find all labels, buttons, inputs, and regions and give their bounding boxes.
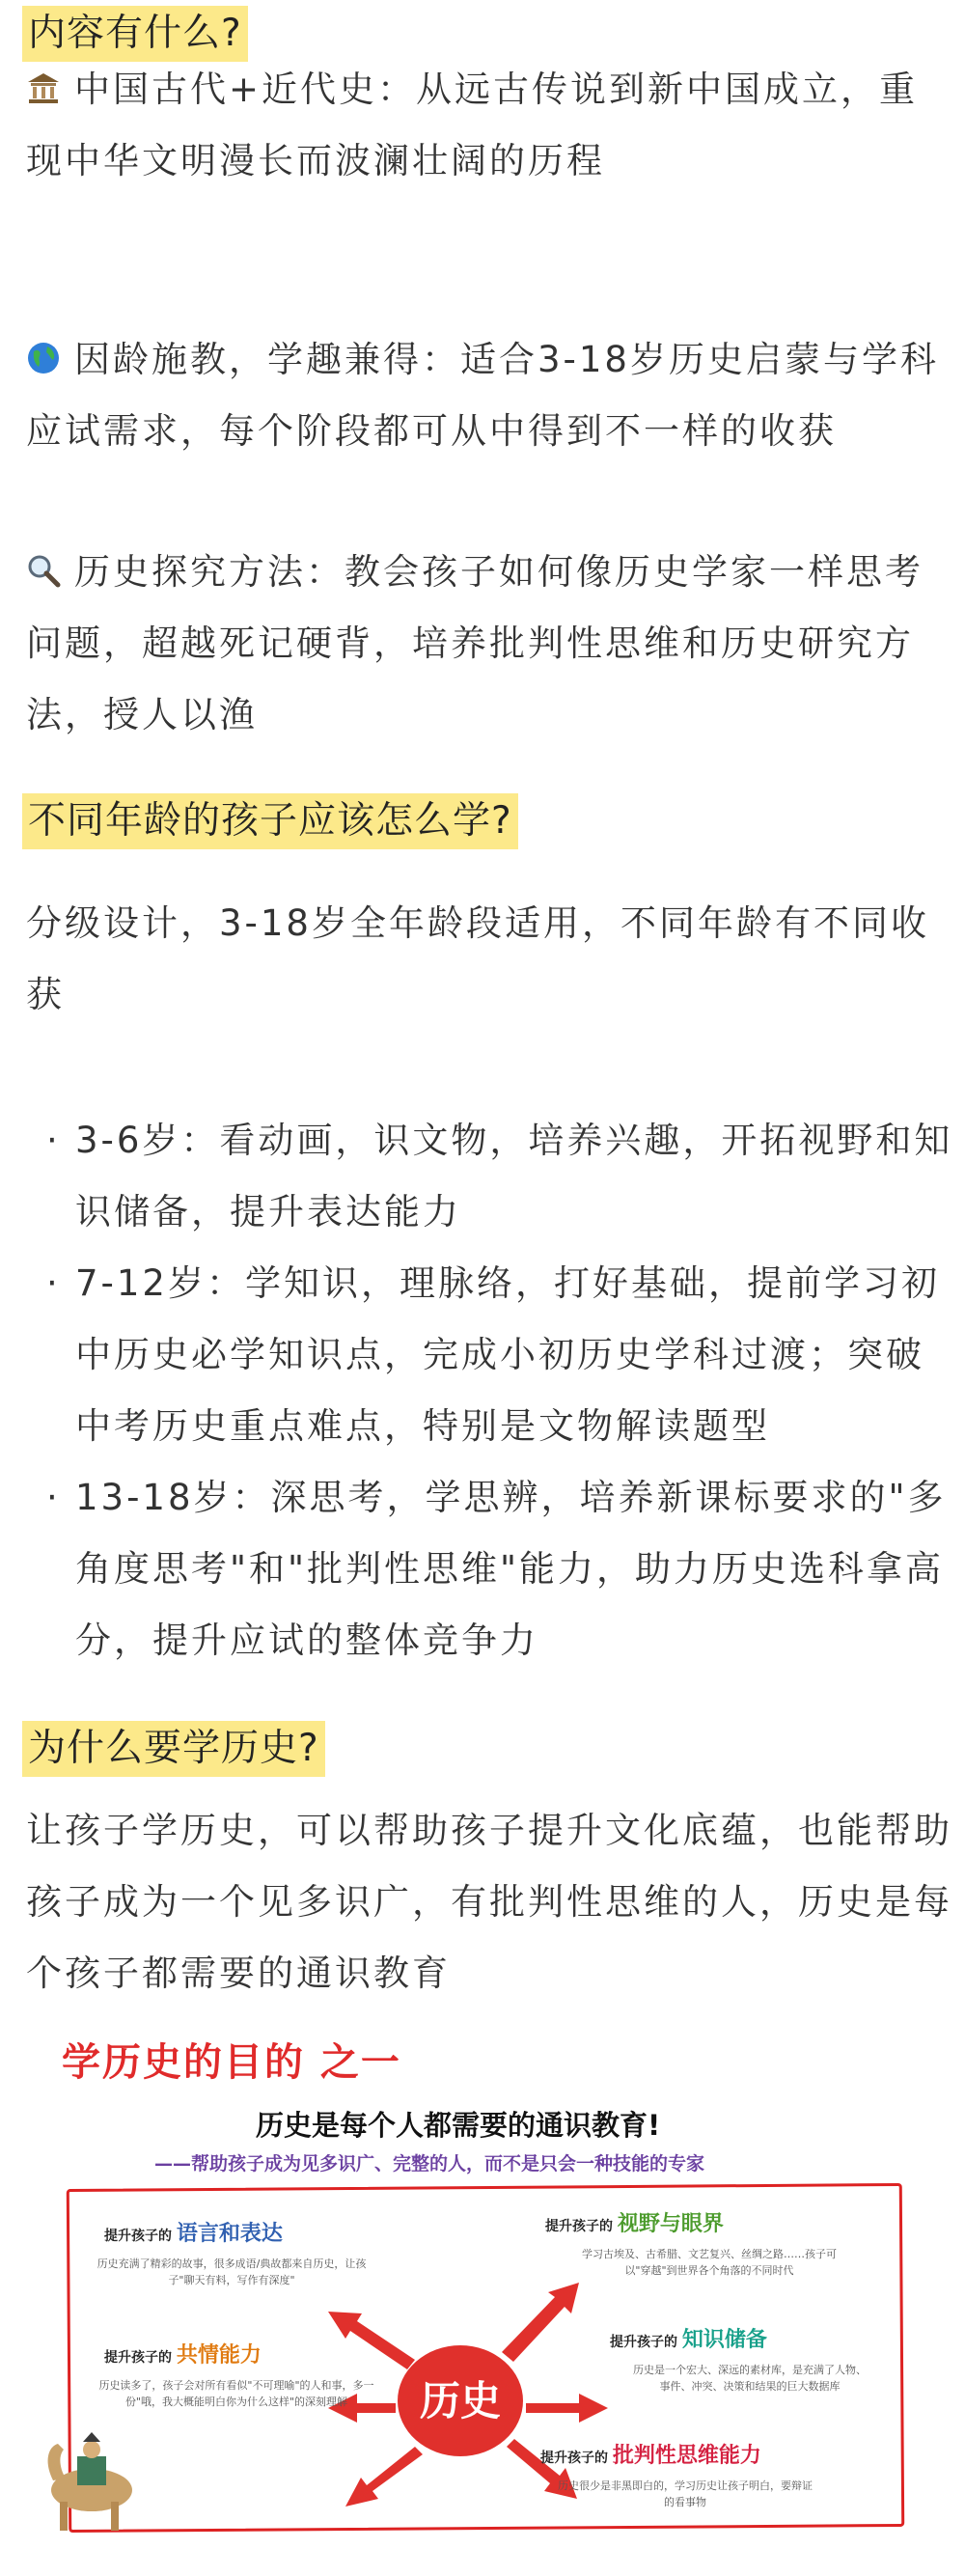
list-item: · 3-6岁：看动画，识文物，培养兴趣，开拓视野和知识储备，提升表达能力 [46,1120,953,1233]
content-item-text: 历史探究方法：教会孩子如何像历史学家一样思考问题，超越死记硬背，培养批判性思维和历史研究方法，授人以渔 [26,551,924,735]
list-item: · 13-18岁：深思考，学思辨，培养新课标要求的"多角度思考"和"批判性思维"能力，助力历史选科拿高分，提升应试的整体竞争力 [46,1477,947,1661]
skill-vision-desc: 学习古埃及、古希腊、文艺复兴、丝绸之路……孩子可以"穿越"到世界各个角落的不同时代 [582,2248,837,2277]
why-text: 让孩子学历史，可以帮助孩子提升文化底蕴，也能帮助孩子成为一个见多识广，有批判性思维的人，历史是每个孩子都需要的通识教育 [26,1810,952,1994]
infographic [39,2032,926,2534]
infographic-subline: ——帮助孩子成为见多识广、完整的人，而不是只会一种技能的专家 [154,2153,705,2174]
skill-critical-desc: 历史很少是非黑即白的，学习历史让孩子明白，要辩证的看事物 [558,2479,813,2508]
globe-icon [26,328,61,363]
skill-vision: 提升孩子的 视野与眼界 [545,2212,724,2236]
skill-knowledge: 提升孩子的 知识储备 [610,2328,767,2352]
content-item-text: 因龄施教，学趣兼得：适合3-18岁历史启蒙与学科应试需求，每个阶段都可从中得到不一样的收获 [26,339,939,452]
skill-critical: 提升孩子的 批判性思维能力 [540,2444,761,2468]
age-intro: 分级设计，3-18岁全年龄段适用，不同年龄有不同收获 [26,902,929,1015]
skill-language-desc: 历史充满了精彩的故事，很多成语/典故都来自历史，让孩子"聊天有料，写作有深度" [96,2257,367,2286]
infographic-headline: 历史是每个人都需要的通识教育! [256,2109,661,2142]
list-item: · 7-12岁：学知识，理脉络，打好基础，提前学习初中历史必学知识点，完成小初历史学科过渡；突破中考历史重点难点，特别是文物解读题型 [46,1262,940,1447]
skill-knowledge-desc: 历史是一个宏大、深远的素材库，是充满了人物、事件、冲突、决策和结果的巨大数据库 [633,2364,867,2393]
content-item-history [26,54,952,197]
content-item-method [26,537,952,751]
skill-language: 提升孩子的 语言和表达 [104,2222,283,2246]
center-history: 历史 [398,2345,523,2456]
section-heading-why: 为什么要学历史? [22,1721,325,1777]
museum-icon [26,58,61,93]
section-heading-content: 内容有什么? [22,6,248,62]
section-heading-age: 不同年龄的孩子应该怎么学? [22,793,518,849]
skill-empathy-desc: 历史读多了，孩子会对所有看似"不可理喻"的人和事，多一份"哦，我大概能明白你为什么这样"的深刻理解 [98,2379,374,2408]
age-list [46,1105,953,1676]
content-item-text: 中国古代+近代史：从远古传说到新中国成立，重现中华文明漫长而波澜壮阔的历程 [26,69,919,181]
camel-figurine-icon [39,2423,145,2534]
skill-empathy: 提升孩子的 共情能力 [104,2343,262,2368]
infographic-title: 学历史的目的 之一 [62,2040,401,2085]
content-item-age [26,324,952,467]
magnifier-icon [26,540,61,575]
